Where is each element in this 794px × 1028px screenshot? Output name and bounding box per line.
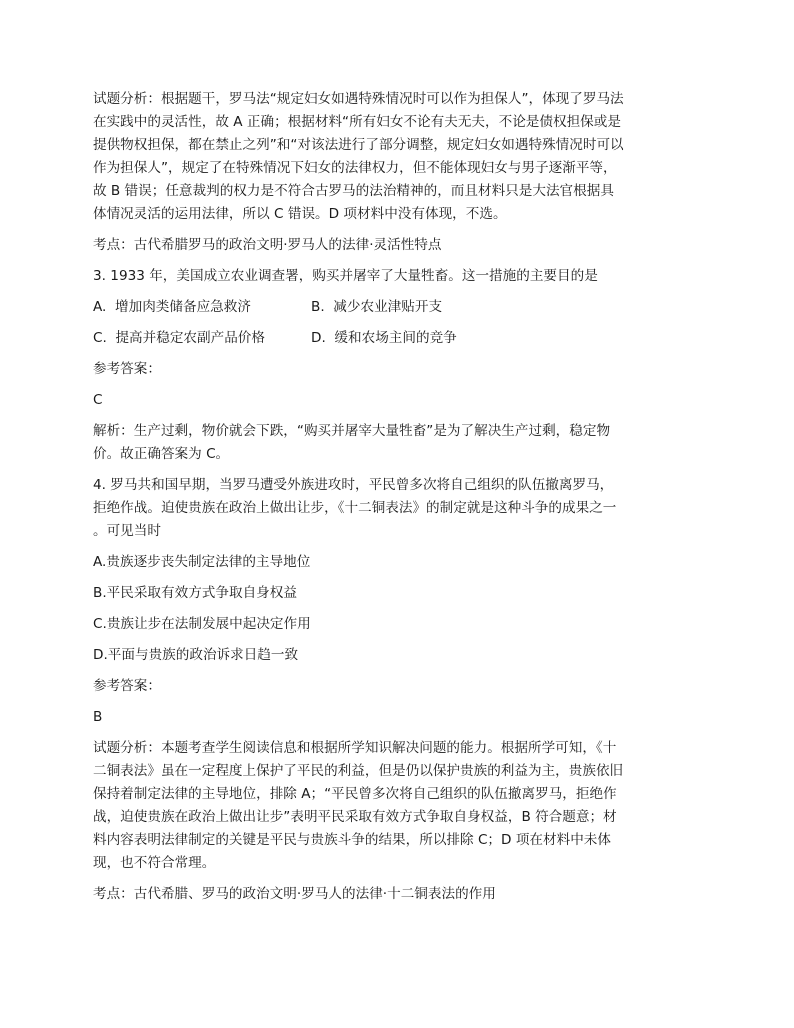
stem-line: 。可见当时 <box>93 523 161 539</box>
analysis-line: 试题分析：根据题干，罗马法“规定妇女如遇特殊情况时可以作为担保人”，体现了罗马法 <box>93 91 624 107</box>
q3-option-c: C. 提高并稳定农副产品价格 <box>93 330 265 346</box>
q3-options-row-1 <box>93 296 713 319</box>
q3-analysis <box>93 420 713 466</box>
document-page <box>93 88 713 906</box>
analysis-line: 价。故正确答案为 C。 <box>93 446 230 462</box>
analysis-line: 作为担保人”，规定了在特殊情况下妇女的法律权力，但不能体现妇女与男子逐渐平等， <box>93 160 617 176</box>
q4-stem <box>93 474 713 543</box>
q3-option-b: B. 减少农业津贴开支 <box>311 299 443 315</box>
previous-question-analysis <box>93 88 713 226</box>
q4-option-b: B.平民采取有效方式争取自身权益 <box>93 585 297 601</box>
analysis-line: 保持着制定法律的主导地位，排除 A；“平民曾多次将自己组织的队伍撤离罗马，拒绝作 <box>93 786 617 802</box>
q3-option-a: A. 增加肉类储备应急救济 <box>93 299 251 315</box>
q3-answer-label: 参考答案： <box>93 361 161 377</box>
q3-options-row-2 <box>93 327 713 350</box>
analysis-line: 解析：生产过剩，物价就会下跌，“购买并屠宰大量牲畜”是为了解决生产过剩，稳定物 <box>93 423 611 439</box>
analysis-line: 在实践中的灵活性，故 A 正确；根据材料“所有妇女不论有夫无夫，不论是债权担保或是 <box>93 114 621 130</box>
q3-stem: 3. 1933 年，美国成立农业调查署，购买并屠宰了大量牲畜。这一措施的主要目的是 <box>93 268 598 284</box>
analysis-line: 故 B 错误；任意裁判的权力是不符合古罗马的法治精神的，而且材料只是大法官根据具 <box>93 183 614 199</box>
analysis-line: 战，迫使贵族在政治上做出让步”表明平民采取有效方式争取自身权益，B 符合题意；材 <box>93 809 617 825</box>
analysis-line: 二铜表法》虽在一定程度上保护了平民的利益，但是仍以保护贵族的利益为主，贵族依旧 <box>93 763 624 779</box>
q4-option-d: D.平面与贵族的政治诉求日趋一致 <box>93 647 299 663</box>
analysis-line: 现，也不符合常理。 <box>93 855 216 871</box>
q3-answer: C <box>93 392 103 408</box>
q4-answer: B <box>93 709 103 725</box>
q3-option-d: D. 缓和农场主间的竞争 <box>311 330 457 346</box>
stem-line: 4. 罗马共和国早期，当罗马遭受外族进攻时，平民曾多次将自己组织的队伍撤离罗马， <box>93 477 614 493</box>
q4-option-a: A.贵族逐步丧失制定法律的主导地位 <box>93 554 311 570</box>
q4-kaodian: 考点：古代希腊、罗马的政治文明·罗马人的法律·十二铜表法的作用 <box>93 886 496 902</box>
q4-answer-label: 参考答案： <box>93 678 161 694</box>
q4-option-c: C.贵族让步在法制发展中起决定作用 <box>93 616 311 632</box>
analysis-line: 提供物权担保，都在禁止之列”和“对该法进行了部分调整，规定妇女如遇特殊情况时可以 <box>93 137 624 153</box>
analysis-line: 料内容表明法律制定的关键是平民与贵族斗争的结果，所以排除 C；D 项在材料中未体 <box>93 832 611 848</box>
previous-question-kaodian: 考点：古代希腊罗马的政治文明·罗马人的法律·灵活性特点 <box>93 237 442 253</box>
q4-analysis <box>93 737 713 875</box>
analysis-line: 试题分析：本题考查学生阅读信息和根据所学知识解决问题的能力。根据所学可知，《十 <box>93 740 617 756</box>
analysis-line: 体情况灵活的运用法律，所以 C 错误。D 项材料中没有体现，不选。 <box>93 206 507 222</box>
stem-line: 拒绝作战。迫使贵族在政治上做出让步，《十二铜表法》的制定就是这种斗争的成果之一 <box>93 500 617 516</box>
